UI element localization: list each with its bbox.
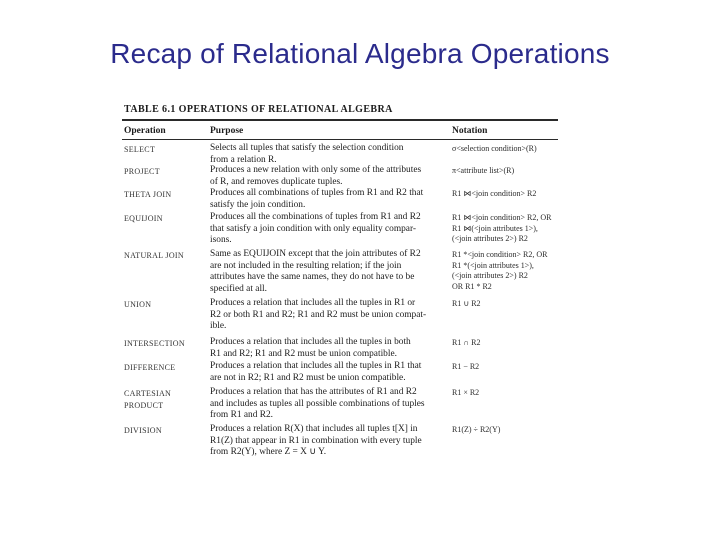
row-notation: R1 ∩ R2 [452,338,481,347]
row-purpose: Produces a relation that includes all the tuples in both R1 and R2; R1 and R2 must be union compatible. [210,337,411,359]
row-operation: DIFFERENCE [124,363,176,372]
header-operation: Operation [124,126,166,136]
row-purpose: Selects all tuples that satisfy the selection condition from a relation R. [210,143,404,165]
row-notation: R1 × R2 [452,388,480,397]
row-purpose: Produces all the combinations of tuples from R1 and R2 that satisfy a join condition with only equality compar- isons. [210,212,421,245]
row-operation: PROJECT [124,167,160,176]
row-purpose: Same as EQUIJOIN except that the join attributes of R2 are not included in the resulting relation; if the join attributes have the same names, they do not have to be specified at all. [210,249,421,294]
row-notation: R1 ∪ R2 [452,299,481,308]
row-notation: R1 *<join condition> R2, OR R1 *(<join attributes 1>), (<join attributes 2>) R2 OR R1 * R2 [452,250,548,291]
row-notation: R1(Z) ÷ R2(Y) [452,425,501,434]
row-purpose: Produces a relation that includes all the tuples in R1 that are not in R2; R1 and R2 must be union compatible. [210,361,422,383]
row-operation: UNION [124,300,152,309]
row-purpose: Produces a new relation with only some of the attributes of R, and removes duplicate tuples. [210,165,422,187]
row-purpose: Produces a relation that has the attributes of R1 and R2 and includes as tuples all possible combinations of tuples from R1 and R2. [210,387,425,420]
row-notation: R1 ⋈<join condition> R2 [452,189,537,198]
slide-title: Recap of Relational Algebra Operations [110,38,610,69]
row-operation: EQUIJOIN [124,214,163,223]
row-purpose: Produces a relation that includes all the tuples in R1 or R2 or both R1 and R2; R1 and R2 must be union compat- ible. [210,298,427,331]
row-purpose: Produces all combinations of tuples from R1 and R2 that satisfy the join condition. [210,188,424,210]
row-operation: SELECT [124,145,156,154]
row-operation: INTERSECTION [124,339,185,348]
row-notation: R1 − R2 [452,362,480,371]
row-operation: DIVISION [124,426,162,435]
row-operation: THETA JOIN [124,190,172,199]
scanned-table [118,100,564,462]
header-notation: Notation [452,126,488,136]
row-notation: π<attribute list>(R) [452,166,515,175]
row-notation: σ<selection condition>(R) [452,144,537,153]
table-caption: TABLE 6.1 OPERATIONS OF RELATIONAL ALGEBRA [124,104,393,115]
header-rule [122,139,558,140]
caption-rule [122,119,558,121]
row-purpose: Produces a relation R(X) that includes all tuples t[X] in R1(Z) that appear in R1 in combination with every tuple from R2(Y), where Z = X ∪ Y. [210,424,422,457]
row-notation: R1 ⋈<join condition> R2, OR R1 ⋈(<join attributes 1>), (<join attributes 2>) R2 [452,213,552,243]
row-operation: NATURAL JOIN [124,251,184,260]
header-purpose: Purpose [210,126,244,136]
row-operation: CARTESIAN PRODUCT [124,389,172,410]
